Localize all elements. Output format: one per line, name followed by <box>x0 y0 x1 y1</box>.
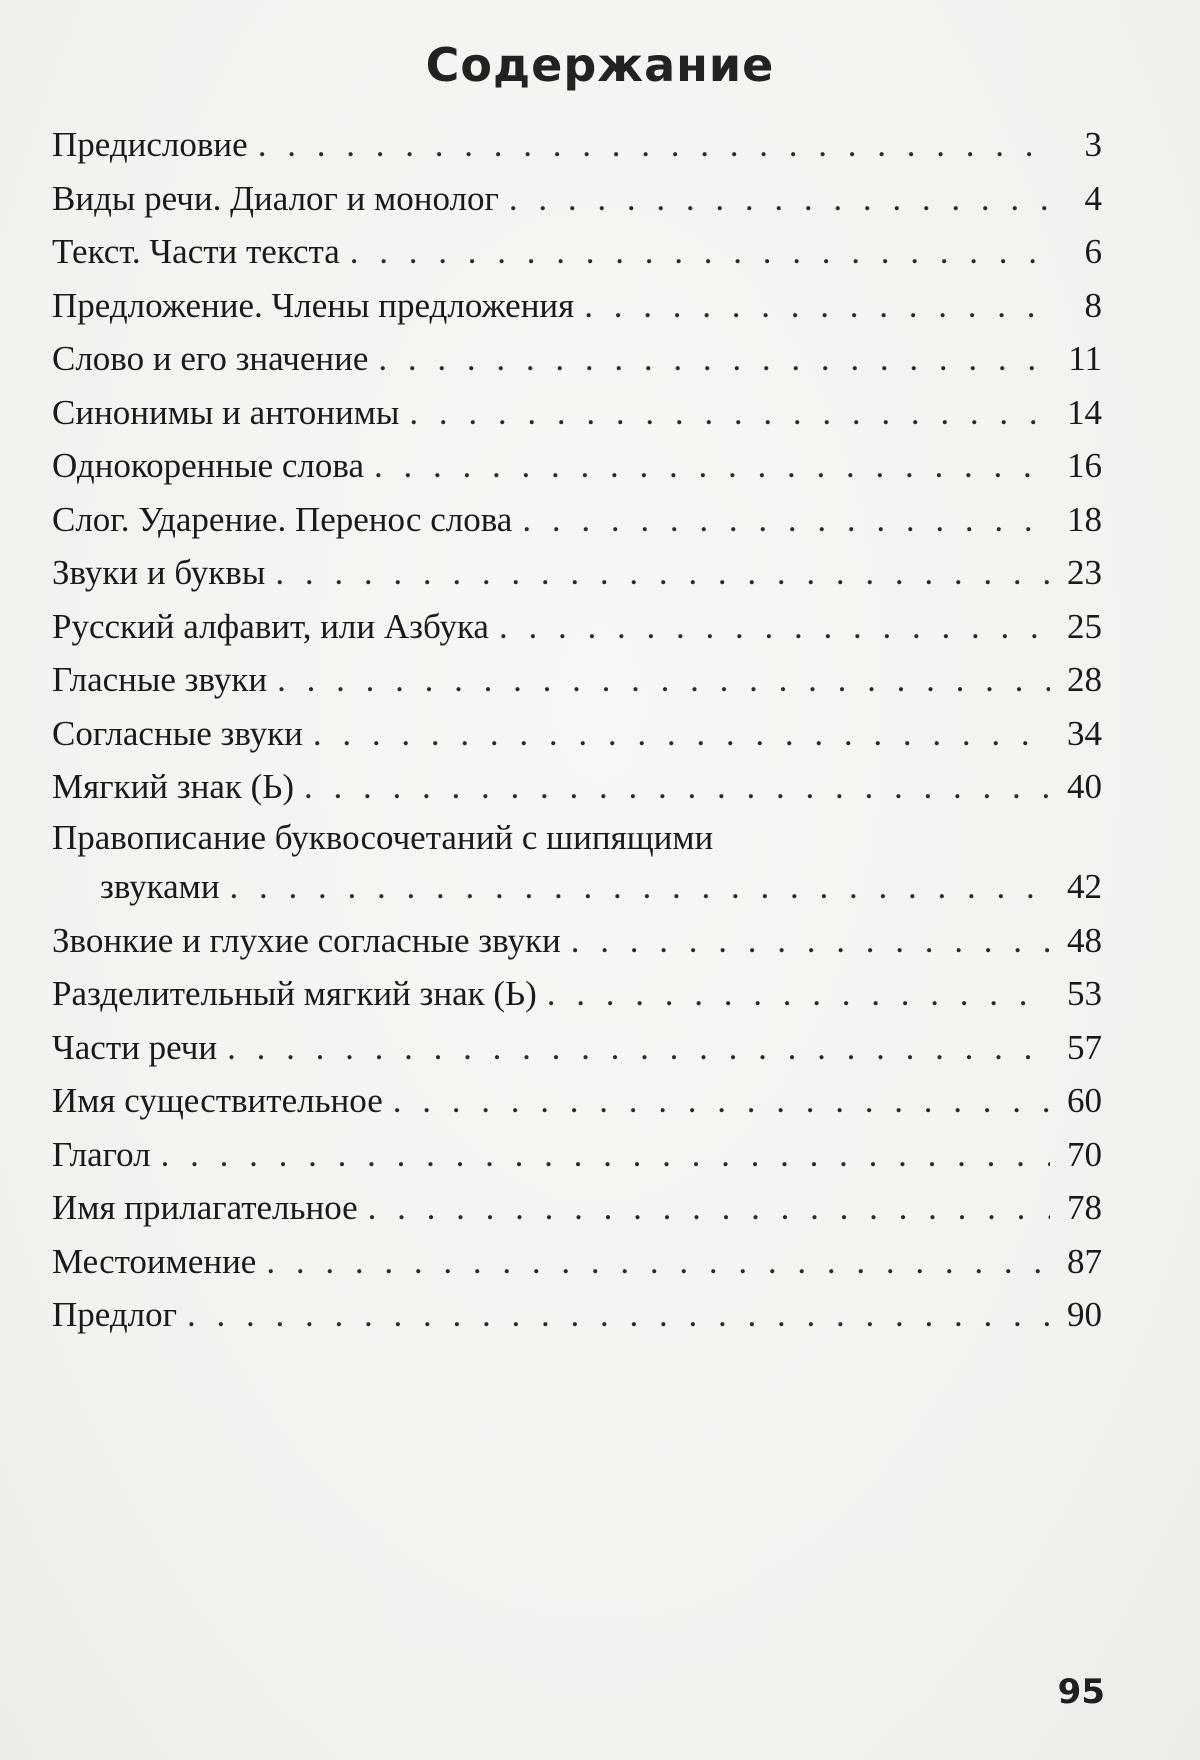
toc-entry-label: Слово и его значение <box>52 339 369 378</box>
dot-leader <box>393 1074 1050 1128</box>
toc-entry-page: 60 <box>1067 1081 1102 1120</box>
dot-leader <box>571 914 1050 968</box>
toc-entry-page: 90 <box>1067 1295 1102 1334</box>
dot-leader <box>258 118 1050 172</box>
toc-entry-label: Текст. Части текста <box>52 232 340 271</box>
toc-entry-label: Разделительный мягкий знак (Ь) <box>52 974 537 1013</box>
toc-entry-label: Гласные звуки <box>52 660 268 699</box>
toc-entry-page: 8 <box>1084 285 1102 325</box>
toc-entry-label: Части речи <box>52 1027 218 1067</box>
toc-entry <box>52 1021 1102 1075</box>
toc-entry <box>52 967 1102 1021</box>
dot-leader <box>277 653 1050 707</box>
dot-leader <box>368 1181 1050 1235</box>
dot-leader <box>266 1235 1050 1289</box>
page-title: Содержание <box>425 38 775 92</box>
dot-leader <box>304 760 1050 814</box>
toc-entry <box>52 1074 1102 1128</box>
toc-entry <box>52 172 1102 226</box>
toc-entry-page: 40 <box>1067 767 1102 806</box>
dot-leader <box>275 546 1050 600</box>
toc-entry-page: 3 <box>1084 125 1102 164</box>
toc-entry-page: 70 <box>1067 1134 1102 1174</box>
toc-entry <box>52 600 1102 654</box>
toc-entry <box>52 707 1102 761</box>
toc-entry <box>52 493 1102 547</box>
dot-leader <box>547 967 1050 1021</box>
dot-leader <box>409 386 1050 440</box>
toc-entry <box>52 546 1102 600</box>
toc-entry-label: Звуки и буквы <box>52 553 266 592</box>
toc-entry-page: 23 <box>1067 553 1102 592</box>
toc-entry-page: 42 <box>1067 866 1102 906</box>
toc-entry-label: Звонкие и глухие согласные звуки <box>52 920 561 960</box>
toc-entry-page: 28 <box>1067 660 1102 699</box>
dot-leader <box>378 332 1050 386</box>
toc-entry-page: 14 <box>1067 392 1102 432</box>
toc-entry-page: 11 <box>1068 339 1102 378</box>
toc-entry <box>52 332 1102 386</box>
dot-leader <box>584 279 1050 333</box>
toc-entry <box>52 1181 1102 1235</box>
toc-entry-label: Имя существительное <box>52 1081 383 1120</box>
toc-entry <box>52 279 1102 333</box>
toc-entry-page: 57 <box>1067 1027 1102 1067</box>
toc-entry <box>52 1235 1102 1289</box>
dot-leader <box>313 707 1050 761</box>
toc-entry-label: Предложение. Члены предложения <box>52 285 575 325</box>
toc-entry <box>52 1128 1102 1182</box>
toc-entry-page: 48 <box>1067 920 1102 960</box>
toc-entry-label: Русский алфавит, или Азбука <box>52 606 489 646</box>
toc-entry-label: Местоимение <box>52 1241 257 1281</box>
toc-entry-label: Имя прилагательное <box>52 1188 358 1227</box>
table-of-contents <box>52 118 1102 1342</box>
toc-entry <box>52 814 1102 914</box>
toc-entry-page: 6 <box>1084 232 1102 271</box>
toc-entry-page: 34 <box>1067 713 1102 753</box>
dot-leader <box>499 600 1050 654</box>
toc-entry-label: Слог. Ударение. Перенос слова <box>52 499 513 539</box>
dot-leader <box>230 862 1050 912</box>
toc-entry <box>52 914 1102 968</box>
toc-entry <box>52 653 1102 707</box>
toc-entry <box>52 118 1102 172</box>
toc-entry-label: Предисловие <box>52 125 248 164</box>
toc-entry-page: 18 <box>1067 499 1102 539</box>
toc-entry-page: 25 <box>1067 606 1102 646</box>
dot-leader <box>509 172 1050 226</box>
toc-entry <box>52 439 1102 493</box>
dot-leader <box>227 1021 1050 1075</box>
toc-entry-label: Синонимы и антонимы <box>52 392 400 432</box>
dot-leader <box>350 225 1050 279</box>
toc-entry-label: Однокоренные слова <box>52 446 364 485</box>
toc-entry <box>52 760 1102 814</box>
toc-entry-label: Предлог <box>52 1295 177 1334</box>
toc-entry-label: Мягкий знак (Ь) <box>52 767 295 806</box>
toc-entry-label: Согласные звуки <box>52 713 303 753</box>
page-number: 95 <box>1057 1672 1105 1712</box>
toc-entry-page: 4 <box>1084 178 1102 218</box>
dot-leader <box>522 493 1050 547</box>
toc-entry <box>52 225 1102 279</box>
toc-entry-label: Виды речи. Диалог и монолог <box>52 178 499 218</box>
dot-leader <box>374 439 1050 493</box>
toc-entry-label: Глагол <box>52 1134 151 1174</box>
dot-leader <box>161 1128 1050 1182</box>
toc-entry-page: 16 <box>1067 446 1102 485</box>
toc-entry <box>52 1288 1102 1342</box>
toc-entry-page: 87 <box>1067 1241 1102 1281</box>
toc-entry-label: Правописание буквосочетаний с шипящими <box>52 817 714 857</box>
toc-entry-page: 78 <box>1067 1188 1102 1227</box>
toc-entry-page: 53 <box>1067 974 1102 1013</box>
toc-entry <box>52 386 1102 440</box>
toc-entry-label-continued: звуками <box>100 866 220 906</box>
dot-leader <box>187 1288 1050 1342</box>
